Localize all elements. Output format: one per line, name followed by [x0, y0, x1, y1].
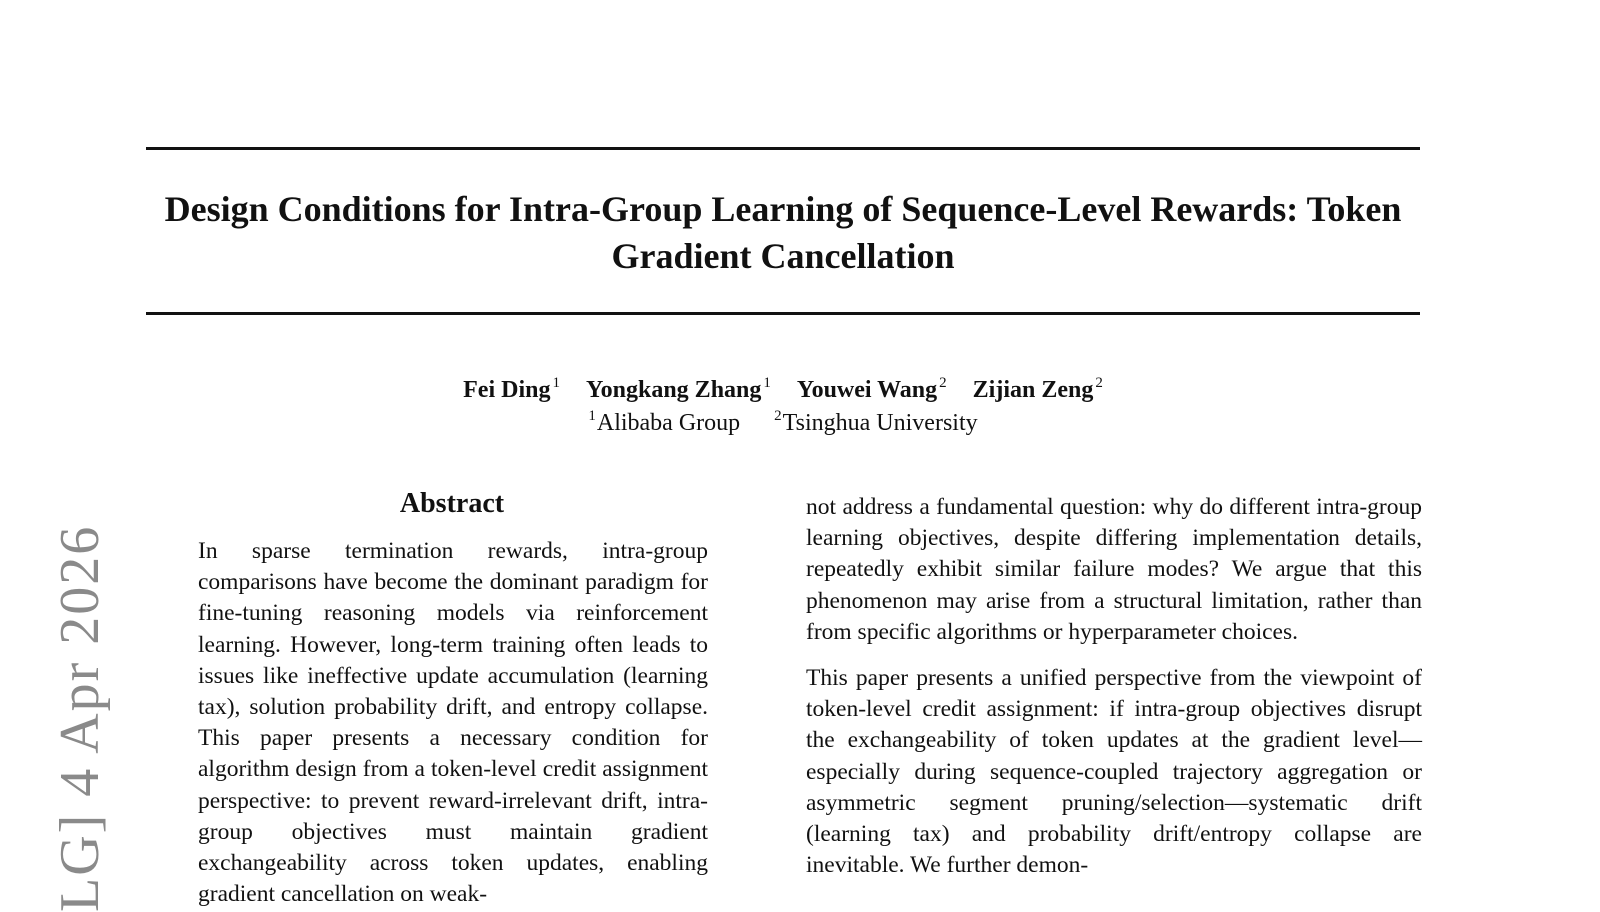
author: Fei Ding $^1$ [463, 375, 560, 403]
paper-title [146, 186, 1420, 280]
author-affil-mark: 2 [1095, 375, 1103, 391]
author-list [146, 368, 1420, 405]
abstract-body [198, 536, 708, 910]
affiliation: $^1$Alibaba Group [588, 408, 741, 436]
author: Youwei Wang $^2$ [796, 375, 947, 403]
title-line-1: Design Conditions for Intra-Group Learning of Sequence-Level Rewards: Token [164, 189, 1402, 229]
right-column [806, 492, 1422, 881]
abstract-paragraph: In sparse termination rewards, intra-group comparisons have become the dominant paradigm for fine-tuning reasoning models via reinforcement learning. However, long-term training often leads to issues like ineffective update accumulation (learning tax), solution probability drift, and entropy collapse. This paper presents a necessary condition for algorithm design from a token-level credit assignment perspective: to prevent reward-irrelevant drift, intra-group objectives must maintain gradient exchangeability across token updates, enabling gradient cancellation on weak- [198, 538, 708, 908]
title-line-2: Gradient Cancellation [611, 236, 955, 276]
arxiv-stamp: LG] 4 Apr 2026 [49, 524, 111, 912]
title-top-rule [146, 147, 1420, 150]
affiliation: $^2$Tsinghua University [774, 408, 978, 436]
title-bottom-rule [146, 312, 1420, 315]
intro-paragraph-2: This paper presents a unified perspective from the viewpoint of token-level credit assignment: if intra-group objectives disrupt the exchangeability of token updates at the gradient level—especially during sequence-coupled trajectory aggregation or asymmetric segment pruning/selection—systematic drift (learning tax) and probability drift/entropy collapse are inevitable. We further demon- [806, 665, 1422, 879]
affiliation-mark: 2 [774, 408, 782, 424]
author-affil-mark: 1 [763, 375, 771, 391]
intro-paragraph-1: not address a fundamental question: why do different intra-group learning objectives, despite differing implementation details, repeatedly exhibit similar failure modes? We argue that this phenomenon may arise from a structural limitation, rather than from specific algorithms or hyperparameter choices. [806, 494, 1422, 645]
author: Zijian Zeng $^2$ [972, 375, 1103, 403]
author-affil-mark: 2 [939, 375, 947, 391]
affiliation-list [146, 401, 1420, 438]
abstract-heading: Abstract [399, 488, 505, 519]
affiliation-mark: 1 [588, 408, 596, 424]
author-affil-mark: 1 [552, 375, 560, 391]
author: Yongkang Zhang $^1$ [585, 375, 771, 403]
